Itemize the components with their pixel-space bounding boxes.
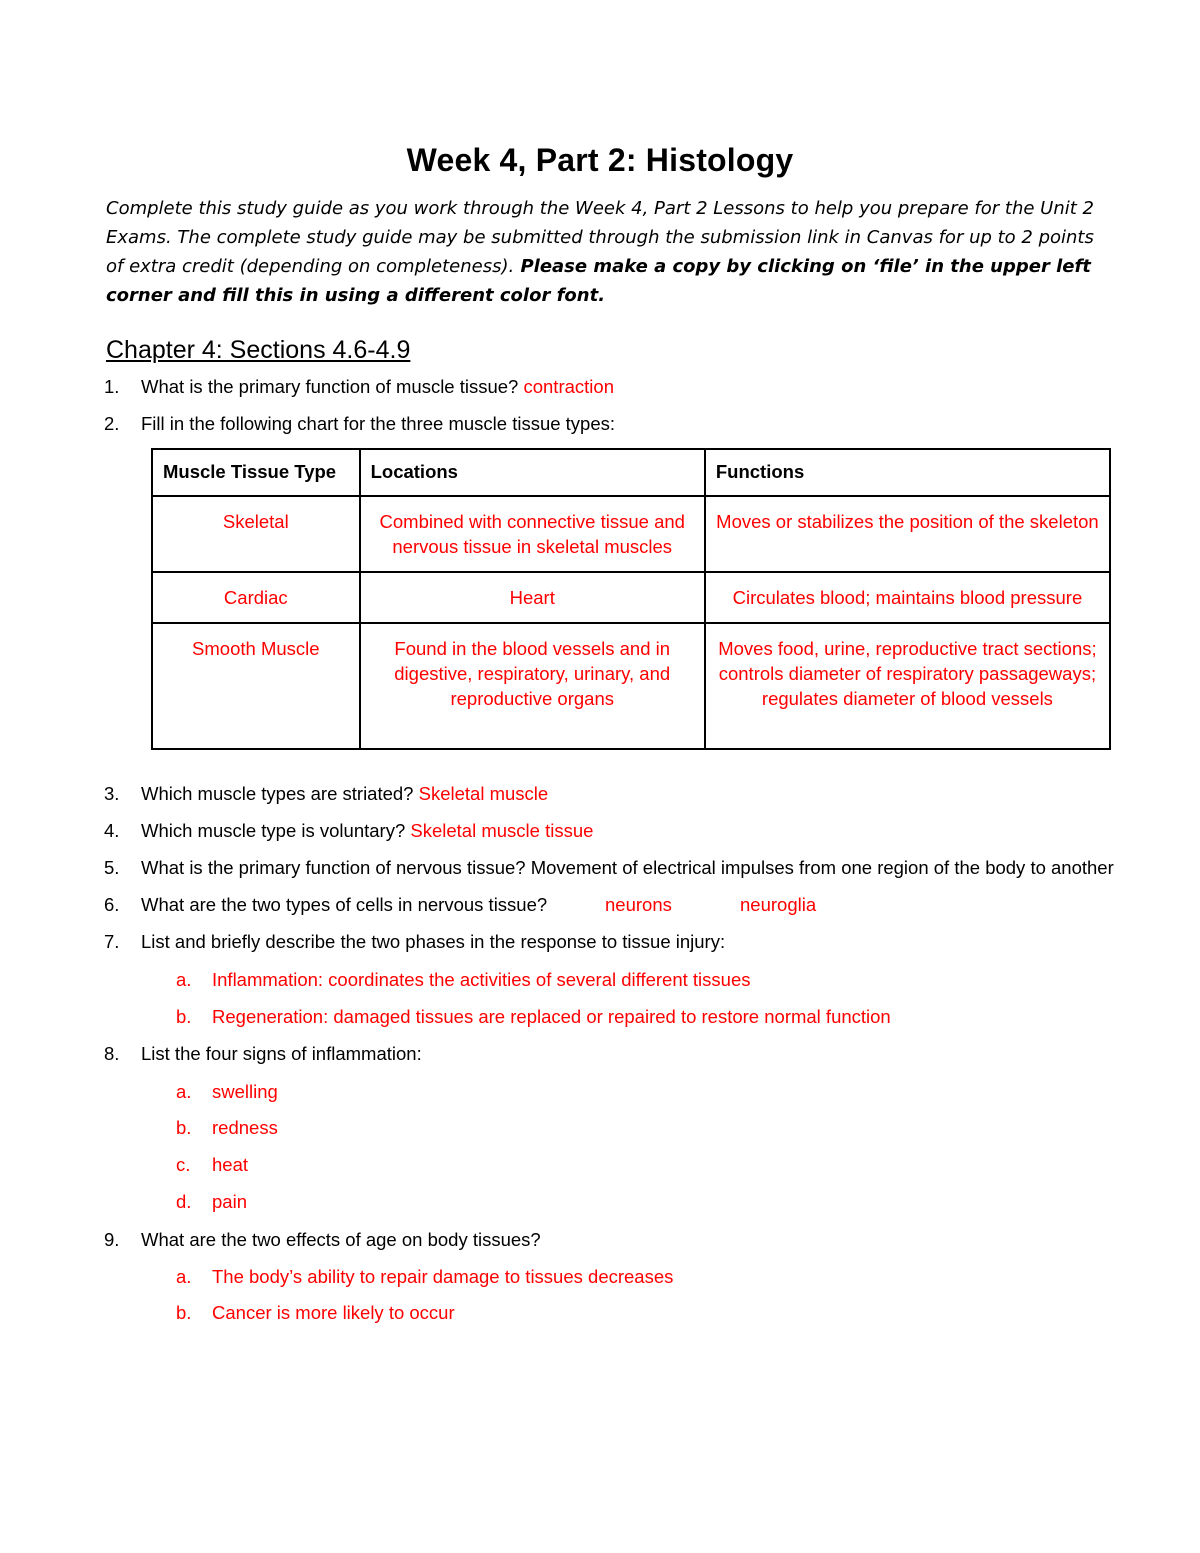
table-row: [152, 623, 1110, 749]
table-header-row: [152, 449, 1110, 496]
question-text: List and briefly describe the two phases in the response to tissue injury:: [141, 931, 726, 952]
list-item-text: heat: [212, 1154, 249, 1175]
question-number: 9.: [104, 1229, 120, 1250]
muscle-tissue-table: [151, 448, 1111, 750]
table-cell-function: Moves food, urine, reproductive tract sections; controls diameter of respiratory passageways; regulates diameter of blood vessels: [705, 623, 1110, 749]
question-number: 7.: [104, 931, 120, 952]
question-number: 5.: [104, 857, 120, 878]
table-header-cell: Muscle Tissue Type: [152, 449, 360, 496]
question-text: List the four signs of inflammation:: [141, 1043, 422, 1064]
list-item-text: Regeneration: damaged tissues are replaced or repaired to restore normal function: [212, 1006, 891, 1027]
question-number: 6.: [104, 894, 120, 915]
answer-text: contraction: [523, 376, 614, 397]
answer-text: neurons: [605, 894, 672, 915]
question-text: Fill in the following chart for the three muscle tissue types:: [141, 413, 616, 434]
table-row: [152, 572, 1110, 623]
list-item-text: Cancer is more likely to occur: [212, 1302, 455, 1323]
list-item-letter: d.: [176, 1191, 192, 1212]
table-cell-location: Heart: [360, 572, 705, 623]
table-header-cell: Locations: [360, 449, 705, 496]
list-item-text: Inflammation: coordinates the activities of several different tissues: [212, 969, 751, 990]
intro-part-2: The complete study guide may be submitted through the submission link in Canvas for up to 2 points of extra credit (depending on completeness).: [106, 227, 1094, 277]
list-item-letter: c.: [176, 1154, 191, 1175]
question-text: What are the two types of cells in nervous tissue?: [141, 894, 548, 915]
page-title: Week 4, Part 2: Histology: [406, 142, 794, 178]
list-item-letter: a.: [176, 1266, 192, 1287]
question-text: What are the two effects of age on body tissues?: [141, 1229, 541, 1250]
list-item-letter: b.: [176, 1302, 192, 1323]
question-number: 8.: [104, 1043, 120, 1064]
question-number: 1.: [104, 376, 120, 397]
list-item-text: swelling: [212, 1081, 278, 1102]
question-text: Which muscle types are striated?: [141, 783, 419, 804]
intro-part-3: Please make a copy by clicking on ‘file’ in the upper left corner and fill this in using a different color font.: [106, 256, 1091, 306]
question-text: Which muscle type is voluntary?: [141, 820, 411, 841]
intro-part-1: Complete this study guide as you work through the Week 4, Part 2 Lessons to help you prepare for the Unit 2 Exams.: [106, 198, 1094, 248]
list-item-text: The body’s ability to repair damage to tissues decreases: [212, 1266, 674, 1287]
answer-text: neuroglia: [740, 894, 817, 915]
table-row: [152, 496, 1110, 572]
list-item-text: pain: [212, 1191, 247, 1212]
answer-text: Skeletal muscle tissue: [410, 820, 594, 841]
table-cell-type: Cardiac: [152, 572, 360, 623]
list-item-letter: b.: [176, 1006, 192, 1027]
list-item-text: redness: [212, 1117, 278, 1138]
chapter-heading: Chapter 4: Sections 4.6-4.9: [106, 336, 411, 364]
list-item-letter: a.: [176, 969, 192, 990]
answer-text: Skeletal muscle: [418, 783, 549, 804]
table-cell-function: Moves or stabilizes the position of the skeleton: [705, 496, 1110, 572]
list-item-letter: a.: [176, 1081, 192, 1102]
question-number: 3.: [104, 783, 120, 804]
list-item-letter: b.: [176, 1117, 192, 1138]
table-header-cell: Functions: [705, 449, 1110, 496]
question-text: What is the primary function of nervous tissue? Movement of electrical impulses from one region of the body to another: [141, 857, 1114, 878]
intro-paragraph: [106, 194, 1096, 310]
question-number: 2.: [104, 413, 120, 434]
question-number: 4.: [104, 820, 120, 841]
table-cell-location: Combined with connective tissue and nervous tissue in skeletal muscles: [360, 496, 705, 572]
question-text: What is the primary function of muscle tissue?: [141, 376, 524, 397]
table-cell-type: Skeletal: [152, 496, 360, 572]
table-cell-type: Smooth Muscle: [152, 623, 360, 749]
table-cell-location: Found in the blood vessels and in digestive, respiratory, urinary, and reproductive organs: [360, 623, 705, 749]
table-cell-function: Circulates blood; maintains blood pressure: [705, 572, 1110, 623]
